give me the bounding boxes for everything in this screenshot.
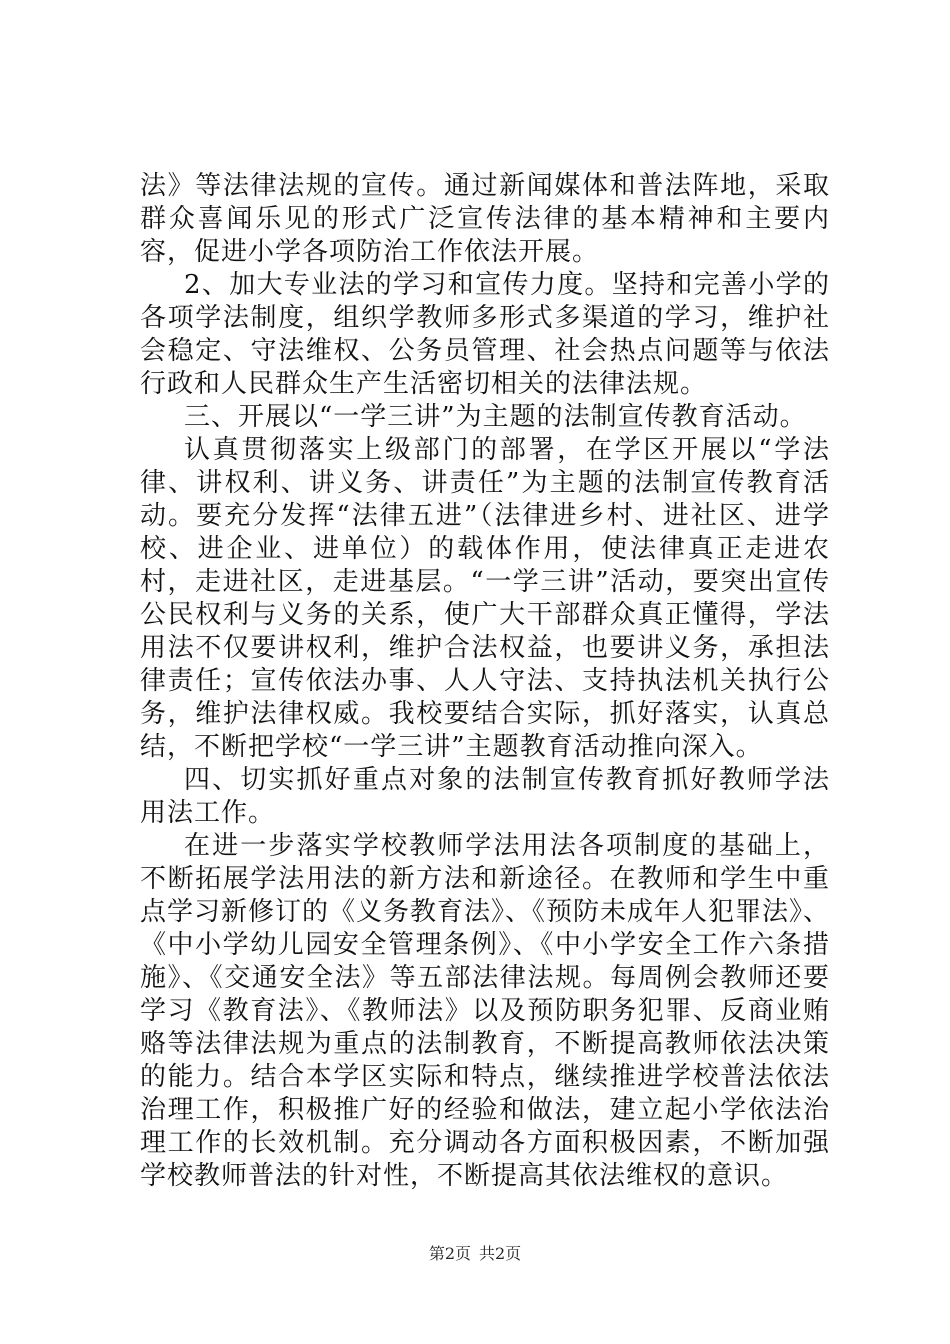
page-footer	[0, 1243, 950, 1265]
paragraph-continuation: 法》等法律法规的宣传。通过新闻媒体和普法阵地，采取群众喜闻乐见的形式广泛宣传法律的基本精神和主要内容，促进小学各项防治工作依法开展。	[140, 171, 830, 267]
document-body	[140, 170, 830, 1193]
paragraph-section-3: 认真贯彻落实上级部门的部署，在学区开展以“学法律、讲权利、讲义务、讲责任”为主题的法制宣传教育活动。要充分发挥“法律五进”（法律进乡村、进社区、进学校、进企业、进单位）的载体作用，使法律真正走进农村，走进社区，走进基层。“一学三讲”活动，要突出宣传公民权利与义务的关系，使广大干部群众真正懂得，学法用法不仅要讲权利，维护合法权益，也要讲义务，承担法律责任；宣传依法办事、人人守法、支持执法机关执行公务，维护法律权威。我校要结合实际，抓好落实，认真总结，不断把学校“一学三讲”主题教育活动推向深入。	[140, 435, 830, 762]
page-number: 第2页	[428, 1244, 471, 1263]
paragraph-item-2: 2、加大专业法的学习和宣传力度。坚持和完善小学的各项学法制度，组织学教师多形式多渠道的学习，维护社会稳定、守法维权、公务员管理、社会热点问题等与依法行政和人民群众生产生活密切相关的法律法规。	[140, 270, 830, 399]
page-total: 共2页	[479, 1244, 522, 1263]
section-heading-3: 三、开展以“一学三讲”为主题的法制宣传教育活动。	[184, 402, 807, 432]
section-heading-4: 四、切实抓好重点对象的法制宣传教育抓好教师学法用法工作。	[140, 765, 830, 828]
paragraph-section-4: 在进一步落实学校教师学法用法各项制度的基础上，不断拓展学法用法的新方法和新途径。在教师和学生中重点学习新修订的《义务教育法》、《预防未成年人犯罪法》、《中小学幼儿园安全管理条例》、《中小学安全工作六条措施》、《交通安全法》等五部法律法规。每周例会教师还要学习《教育法》、《教师法》以及预防职务犯罪、反商业贿赂等法律法规为重点的法制教育，不断提高教师依法决策的能力。结合本学区实际和特点，继续推进学校普法依法治理工作，积极推广好的经验和做法，建立起小学依法治理工作的长效机制。充分调动各方面积极因素，不断加强学校教师普法的针对性，不断提高其依法维权的意识。	[140, 831, 831, 1191]
